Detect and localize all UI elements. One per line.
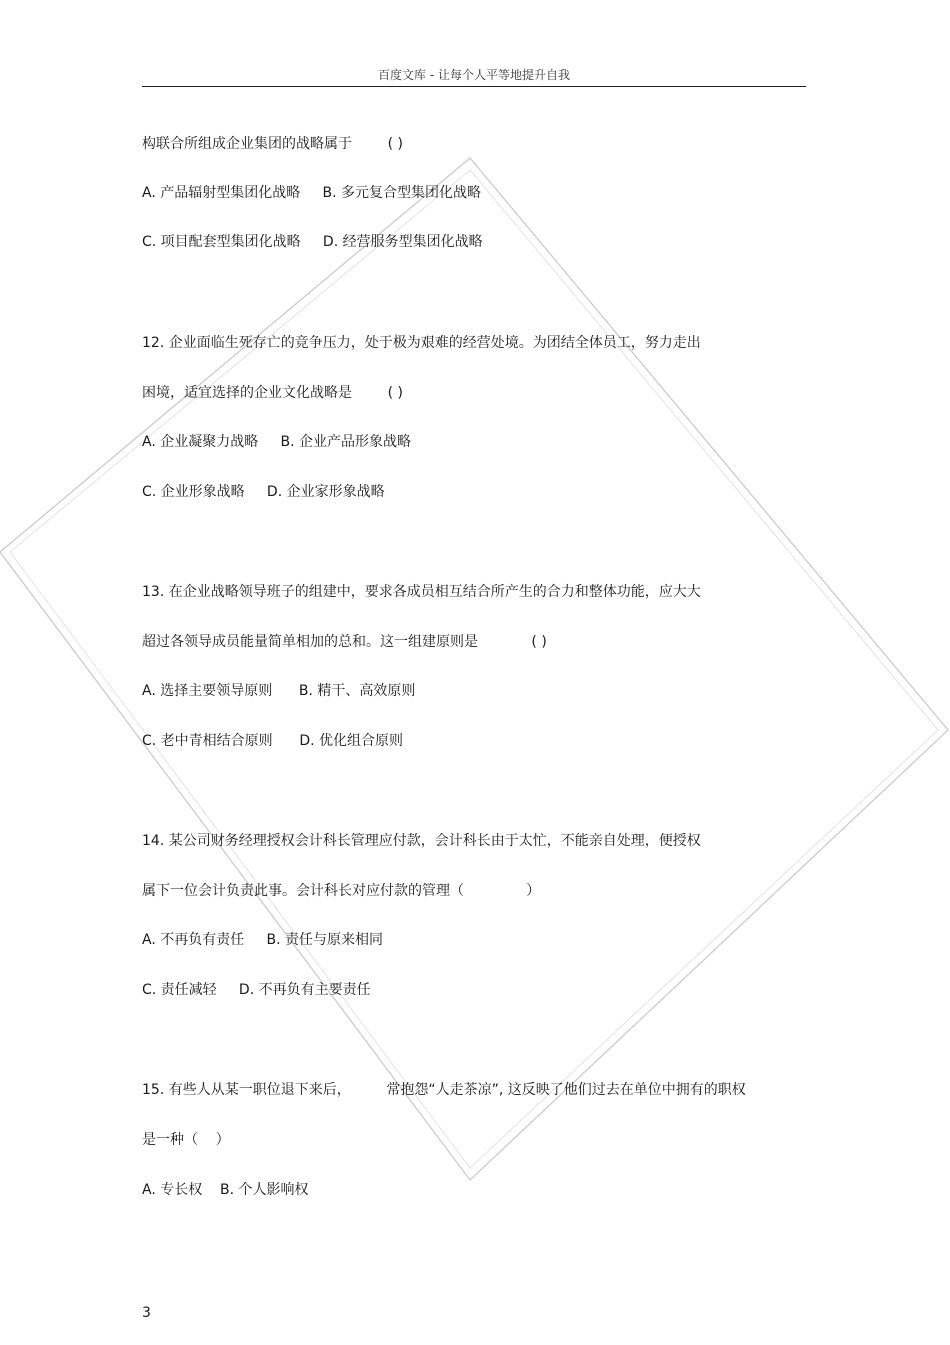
page-header: 百度文库 - 让每个人平等地提升自我 <box>378 68 570 82</box>
question-14-options-ab: A. 不再负有责任 B. 责任与原来相同 <box>142 932 383 948</box>
question-14-options-cd: C. 责任减轻 D. 不再负有主要责任 <box>142 982 371 998</box>
header-divider <box>142 86 806 87</box>
question-14-stem: 14. 某公司财务经理授权会计科长管理应付款，会计科长由于太忙，不能亲自处理，便授权 <box>142 833 701 849</box>
question-13-stem-cont: 超过各领导成员能量简单相加的总和。这一组建原则是 ( ) <box>142 634 547 650</box>
question-11-options-ab: A. 产品辐射型集团化战略 B. 多元复合型集团化战略 <box>142 185 481 201</box>
question-15-stem-cont: 是一种（ ） <box>142 1132 230 1148</box>
question-11-stem-end: 构联合所组成企业集团的战略属于 ( ) <box>142 136 403 152</box>
question-12-options-ab: A. 企业凝聚力战略 B. 企业产品形象战略 <box>142 434 411 450</box>
question-13-options-ab: A. 选择主要领导原则 B. 精干、高效原则 <box>142 683 416 699</box>
question-12-options-cd: C. 企业形象战略 D. 企业家形象战略 <box>142 484 385 500</box>
question-11-options-cd: C. 项目配套型集团化战略 D. 经营服务型集团化战略 <box>142 234 483 250</box>
question-13-stem: 13. 在企业战略领导班子的组建中，要求各成员相互结合所产生的合力和整体功能，应大大 <box>142 584 701 600</box>
question-13-options-cd: C. 老中青相结合原则 D. 优化组合原则 <box>142 733 404 749</box>
question-15-stem: 15. 有些人从某一职位退下来后， 常抱怨“人走茶凉”, 这反映了他们过去在单位中拥有的职权 <box>142 1082 746 1098</box>
question-15-options-ab: A. 专长权 B. 个人影响权 <box>142 1182 309 1198</box>
page-number: 3 <box>142 1305 151 1321</box>
question-12-stem: 12. 企业面临生死存亡的竞争压力，处于极为艰难的经营处境。为团结全体员工，努力走出 <box>142 335 701 351</box>
question-12-stem-cont: 困境，适宜选择的企业文化战略是 ( ) <box>142 385 403 401</box>
question-14-stem-cont: 属下一位会计负责此事。会计科长对应付款的管理（ ） <box>142 883 541 899</box>
